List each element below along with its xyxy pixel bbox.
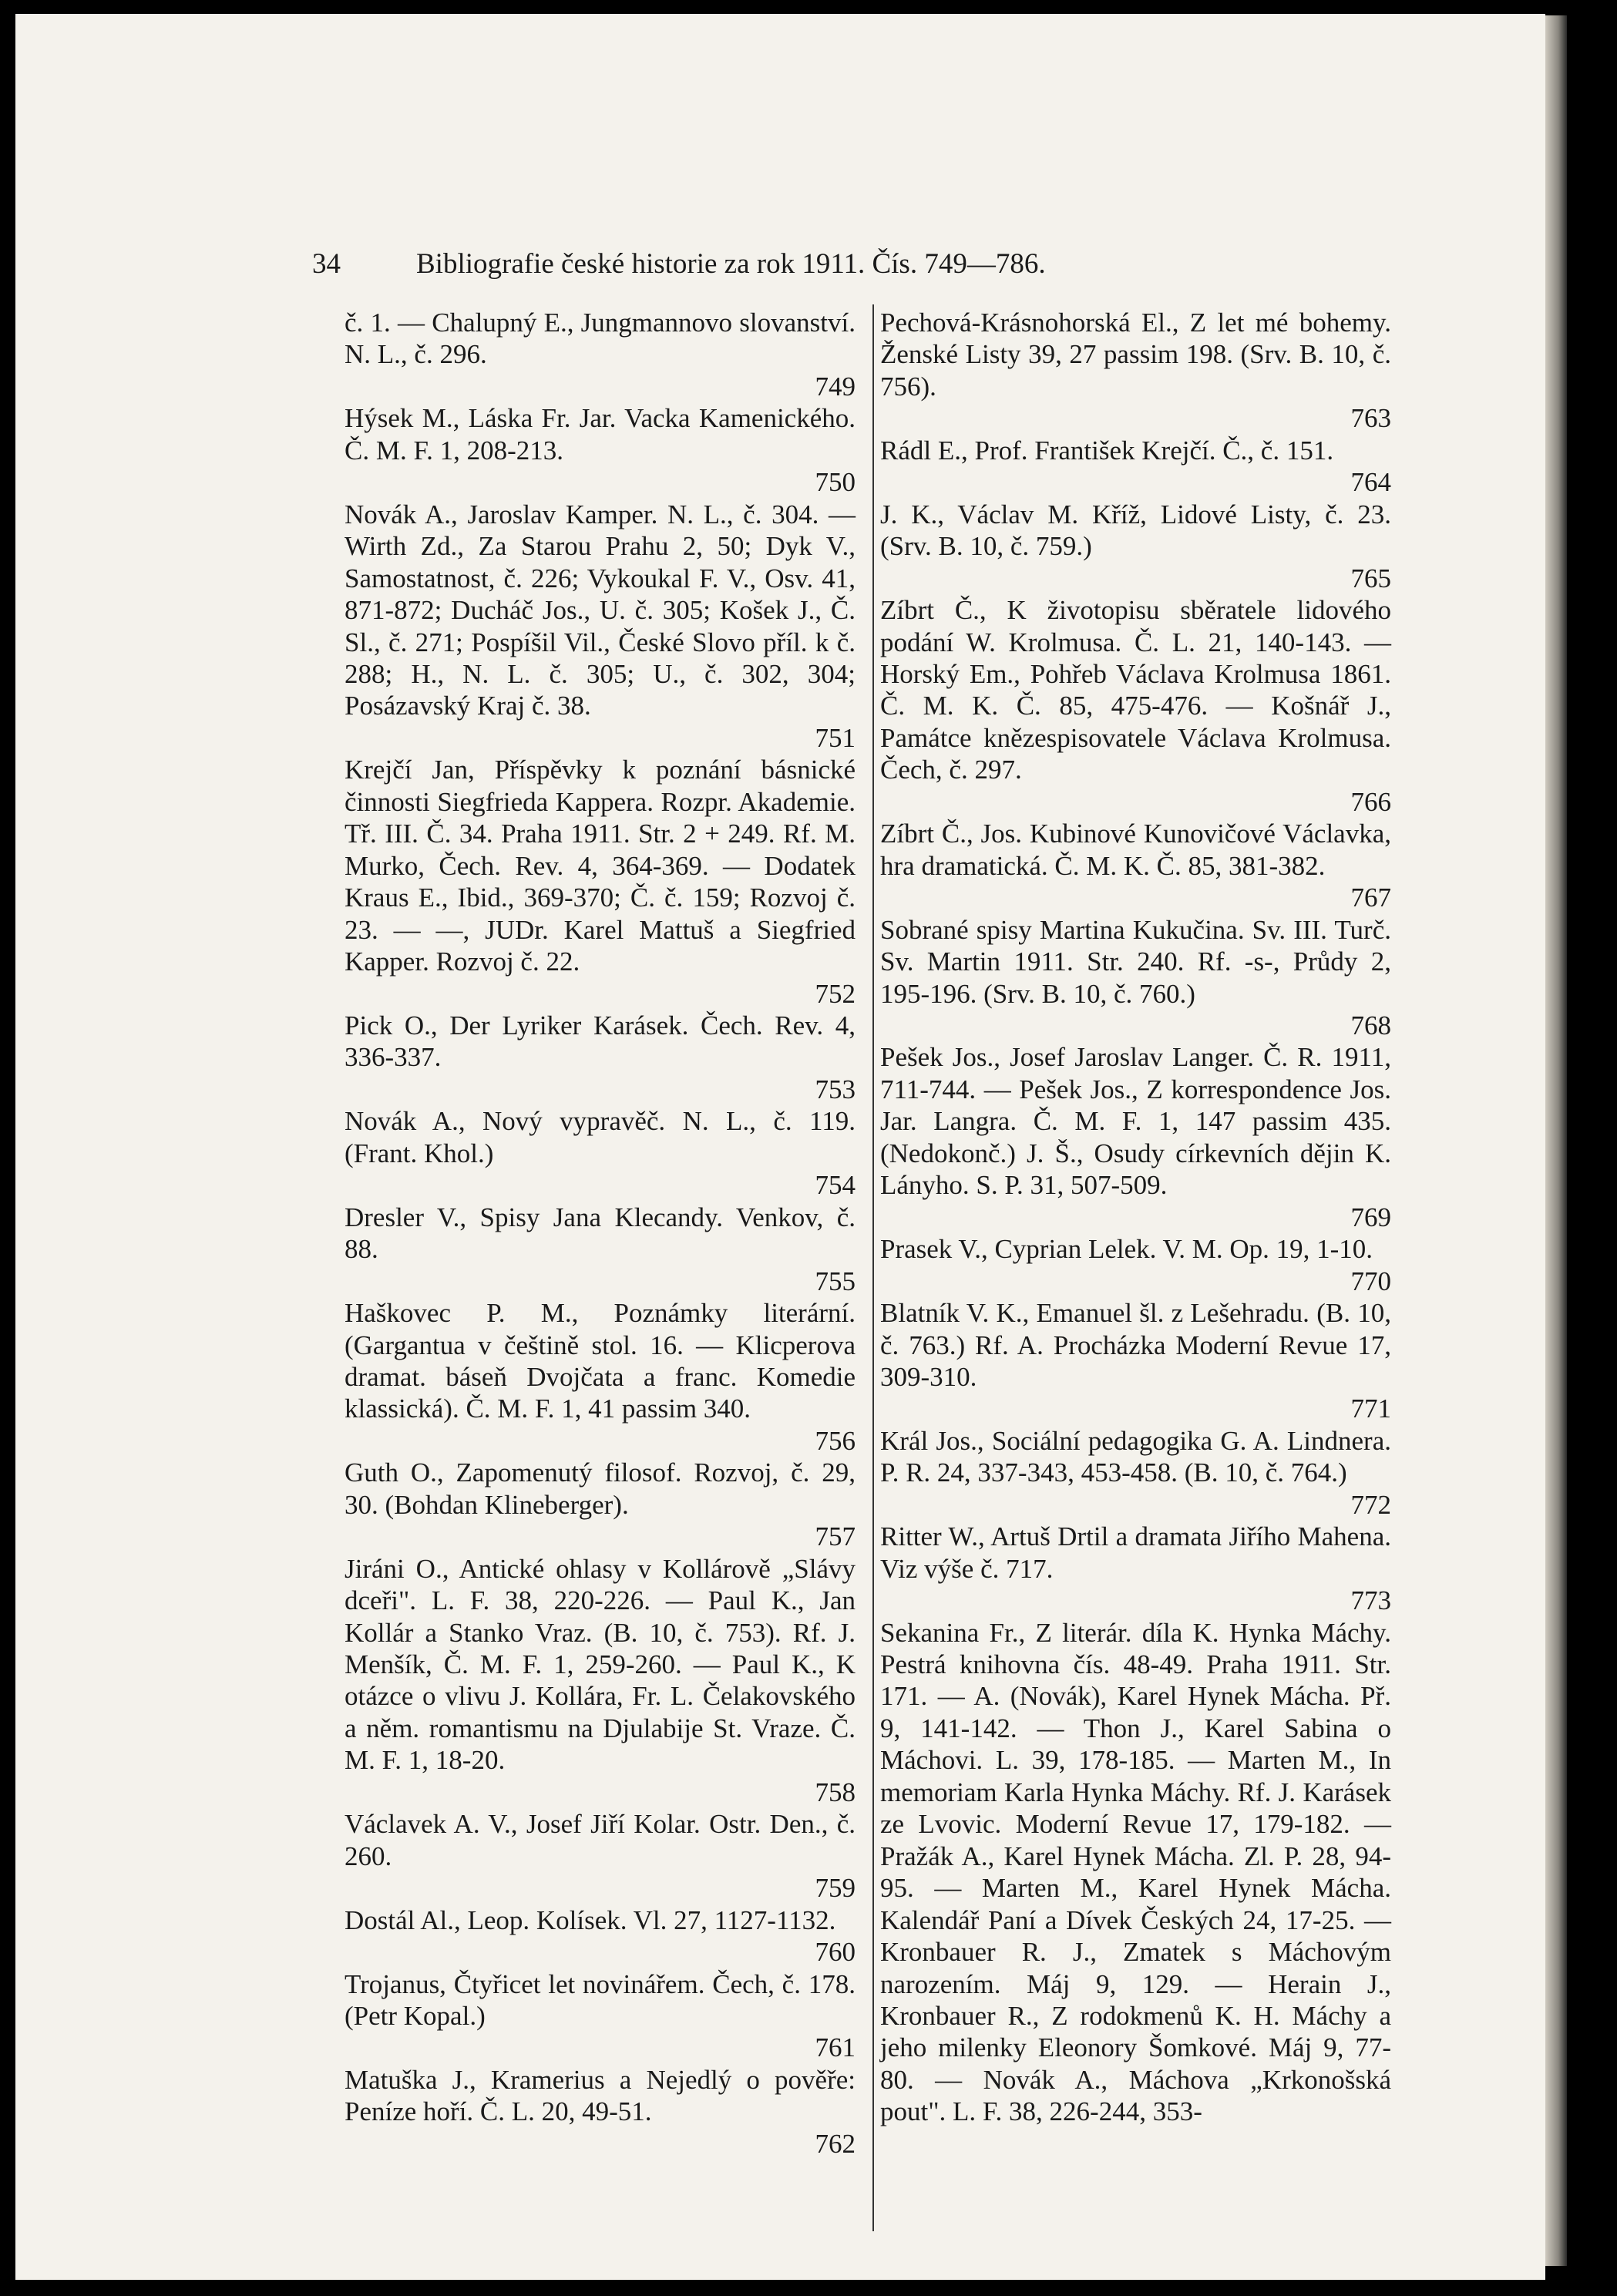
bibliography-entry xyxy=(345,1297,856,1457)
bibliography-entry xyxy=(345,1105,856,1201)
entry-number: 756 xyxy=(815,1425,856,1456)
bibliography-entry xyxy=(345,1553,856,1809)
bibliography-entry xyxy=(345,1968,856,2064)
entry-number: 770 xyxy=(1350,1266,1391,1296)
entry-text: Pešek Jos., Josef Jaroslav Langer. Č. R. 1911, 711-744. — Pešek Jos., Z korrespondence Jos. Jar. Langra. Č. M. F. 1, 147 passim 435. (Nedokonč.) J. Š., Osudy církevních dějin K. Lányho. S. P. 31, 507-509. xyxy=(880,1042,1391,1201)
entry-number: 765 xyxy=(1350,563,1391,593)
entry-text: Hýsek M., Láska Fr. Jar. Vacka Kamenického. Č. M. F. 1, 208-213. xyxy=(345,403,856,466)
bibliography-entry xyxy=(345,307,856,402)
entry-text: Václavek A. V., Josef Jiří Kolar. Ostr. Den., č. 260. xyxy=(345,1809,856,1871)
entry-text: Zíbrt Č., Jos. Kubinové Kunovičové Václavka, hra dramatická. Č. M. K. Č. 85, 381-382. xyxy=(880,819,1391,881)
entry-text: Dostál Al., Leop. Kolísek. Vl. 27, 1127-1132. xyxy=(345,1904,836,1935)
bibliography-entry xyxy=(880,435,1391,499)
bibliography-entry xyxy=(345,1904,856,1968)
entry-text: Trojanus, Čtyřicet let novinářem. Čech, č. 178. (Petr Kopal.) xyxy=(345,1968,856,2032)
entry-text: Pick O., Der Lyriker Karásek. Čech. Rev. 4, 336-337. xyxy=(345,1010,856,1073)
bibliography-entry xyxy=(880,818,1391,913)
bibliography-entry xyxy=(345,1457,856,1552)
entry-text: Prasek V., Cyprian Lelek. V. M. Op. 19, 1-10. xyxy=(880,1234,1373,1265)
entry-text: č. 1. — Chalupný E., Jungmannovo slovanství. N. L., č. 296. xyxy=(345,308,856,370)
entry-text: Guth O., Zapomenutý filosof. Rozvoj, č. 29, 30. (Bohdan Klineberger). xyxy=(345,1457,856,1520)
entry-text: Sobrané spisy Martina Kukučina. Sv. III. Turč. Sv. Martin 1911. Str. 240. Rf. -s-, Průdy 2, 195-196. (Srv. B. 10, č. 760.) xyxy=(880,914,1391,1009)
entry-text: Dresler V., Spisy Jana Klecandy. Venkov, č. 88. xyxy=(345,1202,856,1265)
entry-number: 759 xyxy=(815,1873,856,1904)
entry-text: J. K., Václav M. Kříž, Lidové Listy, č. 23. (Srv. B. 10, č. 759.) xyxy=(880,499,1391,562)
entry-number: 761 xyxy=(815,2032,856,2063)
left-column xyxy=(345,307,856,2160)
entry-text: Blatník V. K., Emanuel šl. z Lešehradu. (B. 10, č. 763.) Rf. A. Procházka Moderní Revue 17, 309-310. xyxy=(880,1298,1391,1392)
bibliography-entry xyxy=(345,754,856,1010)
page-number: 34 xyxy=(312,248,341,280)
bibliography-entry xyxy=(880,1297,1391,1425)
entry-number: 760 xyxy=(815,1937,856,1968)
entry-number: 772 xyxy=(1350,1489,1391,1520)
bibliography-entry xyxy=(345,2064,856,2160)
page-header xyxy=(312,245,1391,284)
bibliography-entry xyxy=(880,1521,1391,1616)
bibliography-entry xyxy=(880,1041,1391,1233)
entry-text: Matuška J., Kramerius a Nejedlý o pověře: Peníze hoří. Č. L. 20, 49-51. xyxy=(345,2064,856,2127)
entry-text: Král Jos., Sociální pedagogika G. A. Lindnera. P. R. 24, 337-343, 453-458. (B. 10, č. 764.) xyxy=(880,1425,1391,1488)
entry-number: 766 xyxy=(1350,786,1391,817)
entry-number: 751 xyxy=(815,722,856,753)
bibliography-entry xyxy=(345,1202,856,1297)
book-spine-edge xyxy=(1545,15,1567,2266)
bibliography-entry xyxy=(880,1425,1391,1521)
entry-number: 769 xyxy=(1350,1202,1391,1232)
bibliography-entry xyxy=(880,1233,1391,1297)
entry-number: 764 xyxy=(1350,467,1391,498)
entry-number: 762 xyxy=(815,2128,856,2159)
entry-text: Novák A., Jaroslav Kamper. N. L., č. 304. — Wirth Zd., Za Starou Prahu 2, 50; Dyk V., Samostatnost, č. 226; Vykoukal F. V., Osv. 41, 871-872; Ducháč Jos., U. č. 305; Košek J., Č. Sl., č. 271; Pospíšil Vil., České Slovo příl. k č. 288; H., N. L. č. 305; U., č. 302, 304; Posázavský Kraj č. 38. xyxy=(345,499,856,721)
entry-text: Krejčí Jan, Příspěvky k poznání básnické činnosti Siegfrieda Kappera. Rozpr. Akademie. Tř. III. Č. 34. Praha 1911. Str. 2 + 249. Rf. M. Murko, Čech. Rev. 4, 364-369. — Dodatek Kraus E., Ibid., 369-370; Č. č. 159; Rozvoj č. 23. — —, JUDr. Karel Mattuš a Siegfried Kapper. Rozvoj č. 22. xyxy=(345,755,856,977)
entry-number: 757 xyxy=(815,1521,856,1552)
bibliography-entry xyxy=(345,402,856,498)
bibliography-entry xyxy=(880,499,1391,594)
entry-number: 754 xyxy=(815,1170,856,1201)
entry-text: Sekanina Fr., Z literár. díla K. Hynka Máchy. Pestrá knihovna čís. 48-49. Praha 1911. Str. 171. — A. (Novák), Karel Hynek Mácha. Př. 9, 141-142. — Thon J., Karel Sabina o Máchovi. L. 39, 178-185. — Marten M., In memoriam Karla Hynka Máchy. Rf. J. Karásek ze Lvovic. Moderní Revue 17, 179-182. — Pražák A., Karel Hynek Mácha. Zl. P. 28, 94-95. — Marten M., Karel Hynek Mácha. Kalendář Paní a Dívek Českých 24, 17-25. — Kronbauer R. J., Zmatek s Máchovým narozením. Máj 9, 129. — Herain J., Kronbauer R., Z rodokmenů K. H. Máchy a jeho milenky Eleonory Šomkové. Máj 9, 77-80. — Novák A., Máchova „Krkonošská pout". L. F. 38, 226-244, 353- xyxy=(880,1617,1391,2127)
entry-number: 773 xyxy=(1350,1585,1391,1616)
bibliography-entry xyxy=(880,594,1391,818)
entry-text: Zíbrt Č., K životopisu sběratele lidového podání W. Krolmusa. Č. L. 21, 140-143. — Horský Em., Pohřeb Václava Krolmusa 1861. Č. M. K. Č. 85, 475-476. — Košnář J., Památce knězespisovatele Václava Krolmusa. Čech, č. 297. xyxy=(880,595,1391,785)
entry-number: 755 xyxy=(815,1266,856,1296)
bibliography-entry xyxy=(880,1617,1391,2128)
entry-text: Rádl E., Prof. František Krejčí. Č., č. 151. xyxy=(880,435,1334,466)
running-title: Bibliografie české historie za rok 1911. Čís. 749—786. xyxy=(416,248,1046,280)
bibliography-entry xyxy=(880,307,1391,435)
entry-number: 763 xyxy=(1350,403,1391,434)
entry-number: 752 xyxy=(815,978,856,1009)
entry-number: 758 xyxy=(815,1777,856,1807)
entry-number: 771 xyxy=(1350,1393,1391,1424)
entry-number: 750 xyxy=(815,467,856,498)
entry-number: 767 xyxy=(1350,882,1391,913)
right-column xyxy=(880,307,1391,2128)
entry-text: Pechová-Krásnohorská El., Z let mé bohemy. Ženské Listy 39, 27 passim 198. (Srv. B. 10, č. 756). xyxy=(880,308,1391,402)
entry-number: 753 xyxy=(815,1074,856,1104)
entry-text: Ritter W., Artuš Drtil a dramata Jiřího Mahena. Viz výše č. 717. xyxy=(880,1521,1391,1584)
bibliography-entry xyxy=(345,499,856,755)
bibliography-entry xyxy=(345,1808,856,1904)
entry-number: 749 xyxy=(815,371,856,402)
entry-text: Novák A., Nový vypravěč. N. L., č. 119. (Frant. Khol.) xyxy=(345,1106,856,1168)
entry-text: Jiráni O., Antické ohlasy v Kollárově „Slávy dceři". L. F. 38, 220-226. — Paul K., Jan Kollár a Stanko Vraz. (B. 10, č. 753). Rf. J. Menšík, Č. M. F. 1, 259-260. — Paul K., K otázce o vlivu J. Kollára, Fr. L. Čelakovského a něm. romantismu na Djulabije St. Vraze. Č. M. F. 1, 18-20. xyxy=(345,1553,856,1776)
entry-text: Haškovec P. M., Poznámky literární. (Gargantua v češtině stol. 16. — Klicperova dramat. báseň Dvojčata a franc. Komedie klassická). Č. M. F. 1, 41 passim 340. xyxy=(345,1298,856,1424)
bibliography-entry xyxy=(880,914,1391,1042)
bibliography-entry xyxy=(345,1010,856,1105)
column-divider xyxy=(872,304,874,2231)
entry-number: 768 xyxy=(1350,1010,1391,1040)
